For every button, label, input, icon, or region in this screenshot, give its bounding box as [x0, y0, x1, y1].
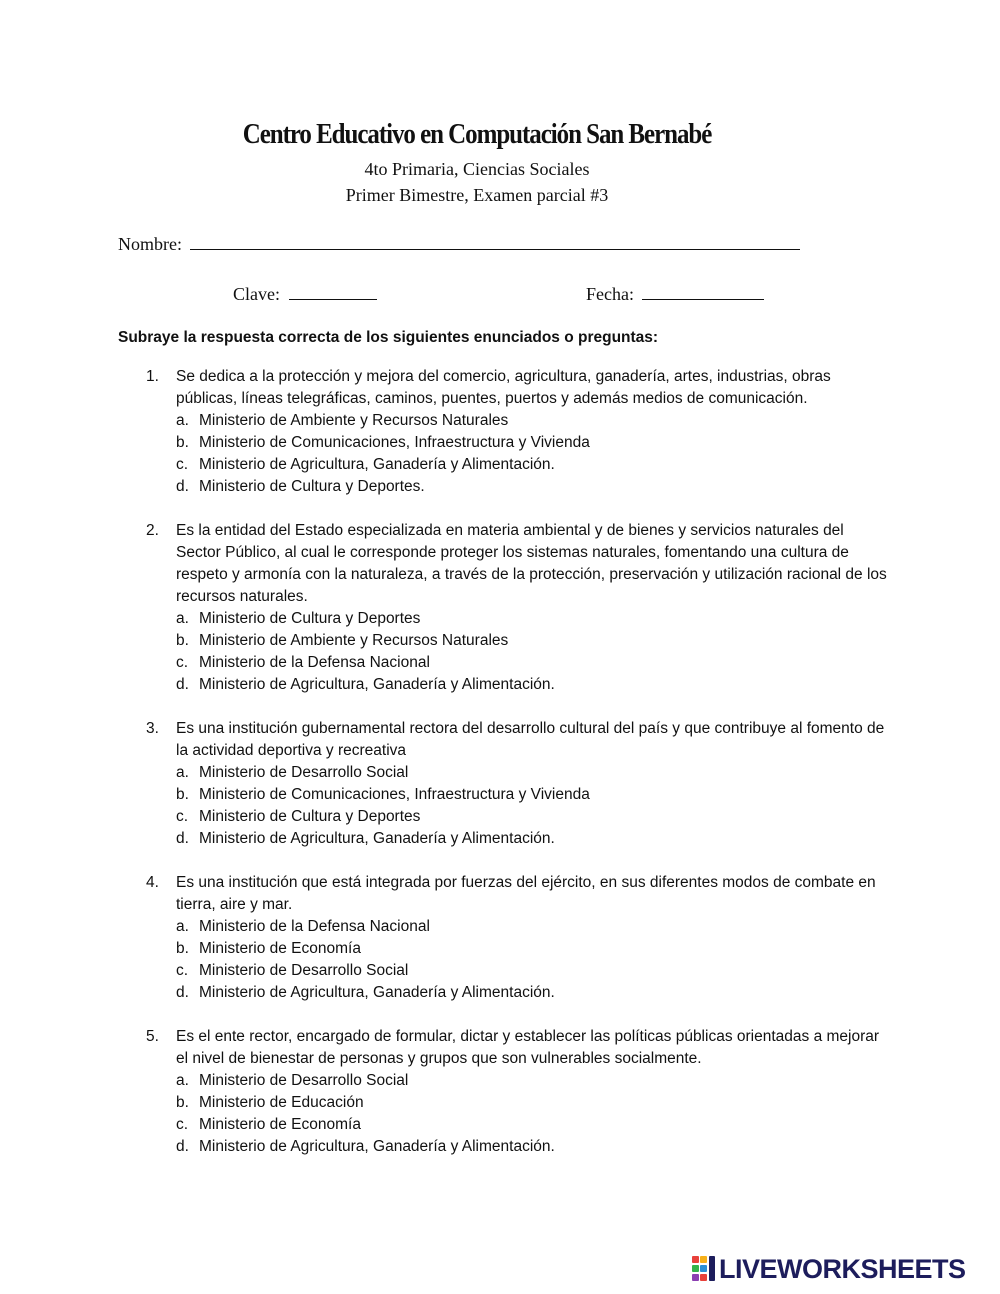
option-text: Ministerio de Agricultura, Ganadería y Alimentación.: [199, 984, 555, 1001]
answer-option[interactable]: [176, 916, 888, 938]
answer-option[interactable]: [176, 652, 888, 674]
document-subtitle-exam: Primer Bimestre, Examen parcial #3: [345, 185, 609, 205]
option-text: Ministerio de la Defensa Nacional: [199, 918, 430, 935]
answer-option[interactable]: [176, 674, 888, 696]
option-letter: b.: [176, 940, 189, 957]
option-text: Ministerio de Agricultura, Ganadería y Alimentación.: [199, 830, 555, 847]
option-letter: d.: [176, 676, 189, 693]
option-letter: c.: [176, 962, 189, 979]
option-text: Ministerio de Ambiente y Recursos Naturales: [199, 632, 509, 649]
option-letter: b.: [176, 786, 189, 803]
question-3: [118, 718, 888, 850]
option-text: Ministerio de Economía: [199, 1116, 361, 1133]
option-letter: c.: [176, 1116, 189, 1133]
question-number: 5.: [146, 1028, 159, 1045]
option-text: Ministerio de Cultura y Deportes: [199, 610, 421, 627]
option-text: Ministerio de Comunicaciones, Infraestructura y Vivienda: [199, 434, 590, 451]
option-text: Ministerio de Ambiente y Recursos Naturales: [199, 412, 509, 429]
answer-option[interactable]: [176, 762, 888, 784]
answer-option[interactable]: [176, 1114, 888, 1136]
name-blank[interactable]: [190, 235, 800, 250]
answer-option[interactable]: [176, 784, 888, 806]
option-letter: a.: [176, 1072, 189, 1089]
option-text: Ministerio de Agricultura, Ganadería y Alimentación.: [199, 456, 555, 473]
answer-option[interactable]: [176, 454, 888, 476]
question-text: Es el ente rector, encargado de formular, dictar y establecer las políticas públicas orientadas a mejorar el nivel de bienestar de personas y grupos que son vulnerables socialmente.: [176, 1028, 880, 1067]
option-text: Ministerio de Agricultura, Ganadería y Alimentación.: [199, 1138, 555, 1155]
answer-option[interactable]: [176, 432, 888, 454]
option-letter: a.: [176, 412, 189, 429]
question-text: Es la entidad del Estado especializada en materia ambiental y de bienes y servicios naturales del Sector Público, al cual le corresponde proteger los sistemas naturales, fomentando una cultura de respeto y armonía con la naturaleza, a través de la protección, preservación y utilización racional de los recursos naturales.: [176, 522, 887, 605]
date-field: [586, 284, 764, 305]
document-title: Centro Educativo en Computación San Bernabé: [242, 118, 712, 150]
answer-option[interactable]: [176, 410, 888, 432]
key-blank[interactable]: [289, 285, 377, 300]
option-text: Ministerio de Educación: [199, 1094, 364, 1111]
option-text: Ministerio de la Defensa Nacional: [199, 654, 430, 671]
answer-option[interactable]: [176, 1092, 888, 1114]
date-blank[interactable]: [642, 285, 764, 300]
question-number: 1.: [146, 368, 159, 385]
liveworksheets-logo: [692, 1253, 966, 1285]
answer-option[interactable]: [176, 630, 888, 652]
option-text: Ministerio de Comunicaciones, Infraestructura y Vivienda: [199, 786, 590, 803]
key-field: [233, 284, 377, 305]
option-text: Ministerio de Cultura y Deportes: [199, 808, 421, 825]
option-letter: a.: [176, 764, 189, 781]
answer-option[interactable]: [176, 476, 888, 498]
answer-option[interactable]: [176, 806, 888, 828]
option-letter: d.: [176, 1138, 189, 1155]
name-field: [118, 234, 800, 255]
option-letter: a.: [176, 918, 189, 935]
option-letter: d.: [176, 984, 189, 1001]
question-1: [118, 366, 888, 498]
option-letter: d.: [176, 830, 189, 847]
document-subtitle-course: 4to Primaria, Ciencias Sociales: [364, 159, 590, 179]
option-text: Ministerio de Desarrollo Social: [199, 1072, 409, 1089]
option-letter: c.: [176, 808, 189, 825]
option-text: Ministerio de Cultura y Deportes.: [199, 478, 425, 495]
question-2: [118, 520, 888, 696]
option-letter: d.: [176, 478, 189, 495]
option-text: Ministerio de Agricultura, Ganadería y Alimentación.: [199, 676, 555, 693]
question-number: 4.: [146, 874, 159, 891]
answer-option[interactable]: [176, 828, 888, 850]
option-letter: c.: [176, 654, 189, 671]
answer-option[interactable]: [176, 982, 888, 1004]
option-letter: b.: [176, 1094, 189, 1111]
option-letter: b.: [176, 632, 189, 649]
question-list: [118, 366, 888, 1180]
option-letter: c.: [176, 456, 189, 473]
liveworksheets-wordmark: LIVEWORKSHEETS: [719, 1253, 966, 1284]
date-label: Fecha:: [586, 284, 634, 304]
question-text: Se dedica a la protección y mejora del comercio, agricultura, ganadería, artes, industrias, obras públicas, líneas telegráficas, caminos, puentes, puertos y además medios de comunicación.: [176, 368, 831, 407]
question-text: Es una institución gubernamental rectora del desarrollo cultural del país y que contribuye al fomento de la actividad deportiva y recreativa: [176, 720, 885, 759]
liveworksheets-mark-icon: [692, 1256, 716, 1282]
answer-option[interactable]: [176, 960, 888, 982]
question-4: [118, 872, 888, 1004]
option-text: Ministerio de Desarrollo Social: [199, 764, 409, 781]
question-text: Es una institución que está integrada por fuerzas del ejército, en sus diferentes modos de combate en tierra, aire y mar.: [176, 874, 876, 913]
option-text: Ministerio de Economía: [199, 940, 361, 957]
answer-option[interactable]: [176, 1070, 888, 1092]
name-label: Nombre:: [118, 234, 182, 254]
question-number: 3.: [146, 720, 159, 737]
answer-option[interactable]: [176, 1136, 888, 1158]
option-letter: b.: [176, 434, 189, 451]
option-letter: a.: [176, 610, 189, 627]
option-text: Ministerio de Desarrollo Social: [199, 962, 409, 979]
question-5: [118, 1026, 888, 1158]
instructions: Subraye la respuesta correcta de los siguientes enunciados o preguntas:: [118, 329, 659, 346]
question-number: 2.: [146, 522, 159, 539]
key-label: Clave:: [233, 284, 280, 304]
answer-option[interactable]: [176, 608, 888, 630]
answer-option[interactable]: [176, 938, 888, 960]
